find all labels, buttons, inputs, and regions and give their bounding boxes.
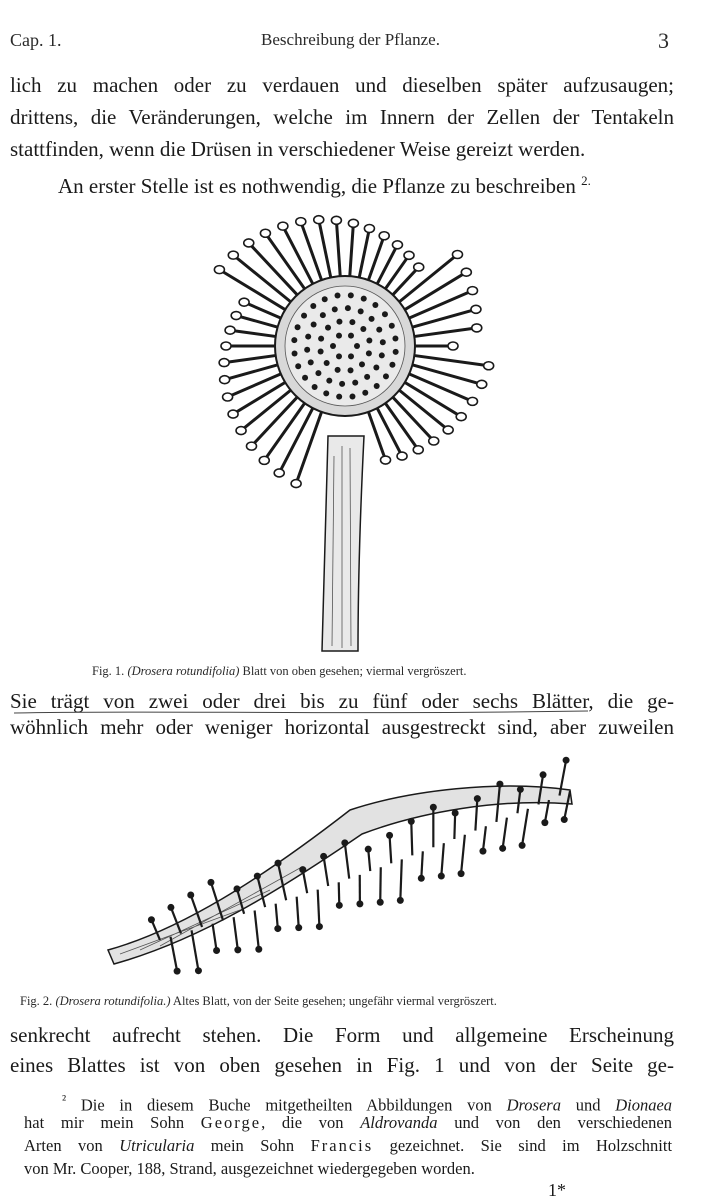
footnote-text: mein Sohn: [211, 1136, 294, 1155]
genus-name: Drosera: [507, 1096, 561, 1115]
caption-text: Altes Blatt, von der Seite gesehen; ungefähr viermal vergröszert.: [173, 994, 497, 1008]
body-line: [58, 168, 672, 199]
footnote-text: Arten von: [24, 1136, 103, 1155]
figure-2-caption: [20, 994, 497, 1009]
footnote-text: gezeichnet. Sie sind im Holzschnitt: [390, 1136, 672, 1155]
footnote-ref: 2.: [581, 173, 591, 188]
caption-text: Blatt von oben gesehen; viermal vergröszert.: [242, 664, 466, 678]
figure-label: Fig. 1.: [92, 664, 124, 678]
footnote-line: von Mr. Cooper, 188, Strand, ausgezeichnet wiedergegeben worden.: [24, 1157, 672, 1180]
body-line: senkrecht aufrecht stehen. Die Form und allgemeine Erscheinung: [10, 1022, 674, 1048]
genus-name: Dionaea: [615, 1096, 672, 1115]
body-line: Sie trägt von zwei oder drei bis zu fünf oder sechs Blätter, die ge-: [10, 688, 674, 714]
signature-mark: 1*: [548, 1180, 566, 1201]
body-line: stattfinden, wenn die Drüsen in verschiedener Weise gereizt werden.: [10, 136, 674, 162]
figure-label: Fig. 2.: [20, 994, 52, 1008]
species-name: (Drosera rotundifolia): [127, 664, 239, 678]
footnote-marker: ²: [62, 1092, 66, 1107]
footnote-text: , die von: [261, 1113, 343, 1132]
species-name: (Drosera rotundifolia.): [55, 994, 170, 1008]
person-name: George: [201, 1113, 261, 1132]
footnote-line: [24, 1134, 672, 1157]
footnote-text: hat mir mein Sohn: [24, 1113, 184, 1132]
genus-name: Utricularia: [119, 1136, 194, 1155]
body-line: drittens, die Veränderungen, welche im Innern der Zellen der Tentakeln: [10, 104, 674, 130]
body-line: wöhnlich mehr oder weniger horizontal ausgestreckt sind, aber zuweilen: [10, 714, 674, 740]
figure-1-caption: [92, 664, 467, 679]
figure-1-illustration: [150, 196, 550, 656]
chapter-label: Cap. 1.: [10, 30, 62, 51]
body-line: eines Blattes ist von oben gesehen in Fig. 1 und von der Seite ge-: [10, 1052, 674, 1078]
running-title: Beschreibung der Pflanze.: [0, 30, 701, 50]
genus-name: Aldrovanda: [360, 1113, 437, 1132]
footnote-text: und von den verschiedenen: [454, 1113, 672, 1132]
figure-2-illustration: [100, 750, 600, 980]
footnote-text: und: [576, 1096, 601, 1115]
footnote-text: Die in diesem Buche mitgetheilten Abbildungen von: [81, 1096, 492, 1115]
page-number: 3: [658, 28, 669, 54]
footnote-line: [24, 1111, 672, 1134]
body-line: lich zu machen oder zu verdauen und dieselben später aufzusaugen;: [10, 72, 674, 98]
person-name: Francis: [311, 1136, 374, 1155]
body-text: An erster Stelle ist es nothwendig, die Pflanze zu beschreiben: [58, 174, 576, 198]
